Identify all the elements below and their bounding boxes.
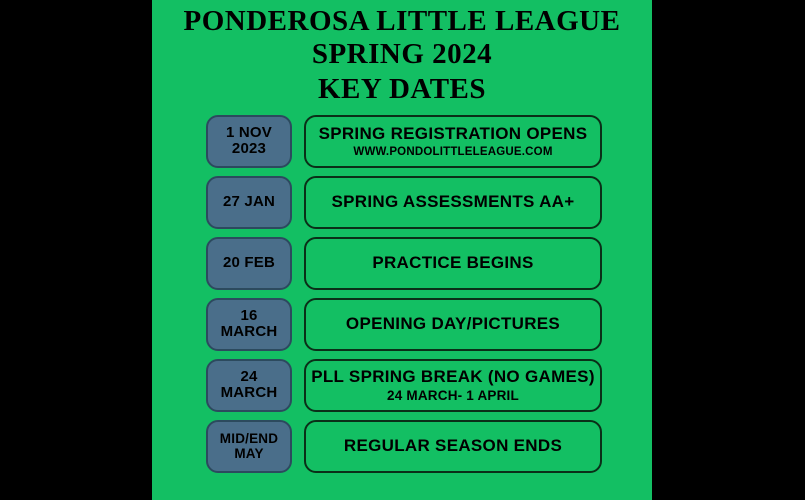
date-line-1: MID/END: [219, 431, 279, 447]
event-card: [304, 298, 602, 351]
page-section-title: KEY DATES: [317, 72, 487, 105]
event-card: [304, 237, 602, 290]
key-dates-poster: [152, 0, 652, 500]
date-badge: [206, 176, 292, 229]
list-item: [206, 420, 602, 473]
event-subtitle: WWW.PONDOLITTLELEAGUE.COM: [353, 145, 553, 158]
date-badge: [206, 115, 292, 168]
list-item: [206, 298, 602, 351]
date-line-1: 1 NOV: [225, 123, 272, 141]
list-item: [206, 176, 602, 229]
key-dates-list: [152, 115, 652, 473]
page-subtitle: SPRING 2024: [311, 38, 493, 71]
date-line-2: 2023: [231, 140, 267, 158]
event-title: SPRING REGISTRATION OPENS: [318, 124, 588, 144]
date-line-1: 16: [240, 306, 258, 324]
event-title: PLL SPRING BREAK (NO GAMES): [311, 366, 595, 386]
event-card: [304, 359, 602, 412]
list-item: [206, 115, 602, 168]
event-title: SPRING ASSESSMENTS AA+: [331, 192, 575, 212]
date-badge: [206, 237, 292, 290]
date-line-1: 27 JAN: [222, 193, 276, 211]
page-title: PONDEROSA LITTLE LEAGUE: [183, 5, 621, 37]
event-card: [304, 420, 602, 473]
event-title: OPENING DAY/PICTURES: [345, 314, 561, 334]
date-badge: [206, 298, 292, 351]
date-line-2: MARCH: [220, 384, 278, 402]
event-card: [304, 115, 602, 168]
poster-title-block: [152, 0, 652, 105]
list-item: [206, 359, 602, 412]
list-item: [206, 237, 602, 290]
date-line-2: MARCH: [220, 323, 278, 341]
event-title: REGULAR SEASON ENDS: [343, 436, 563, 456]
event-title: PRACTICE BEGINS: [372, 253, 534, 273]
event-subtitle: 24 MARCH- 1 APRIL: [387, 388, 519, 404]
date-badge: [206, 359, 292, 412]
date-line-1: 20 FEB: [222, 254, 276, 272]
date-badge: [206, 420, 292, 473]
date-line-1: 24: [240, 367, 258, 385]
event-card: [304, 176, 602, 229]
date-line-2: MAY: [234, 446, 264, 462]
